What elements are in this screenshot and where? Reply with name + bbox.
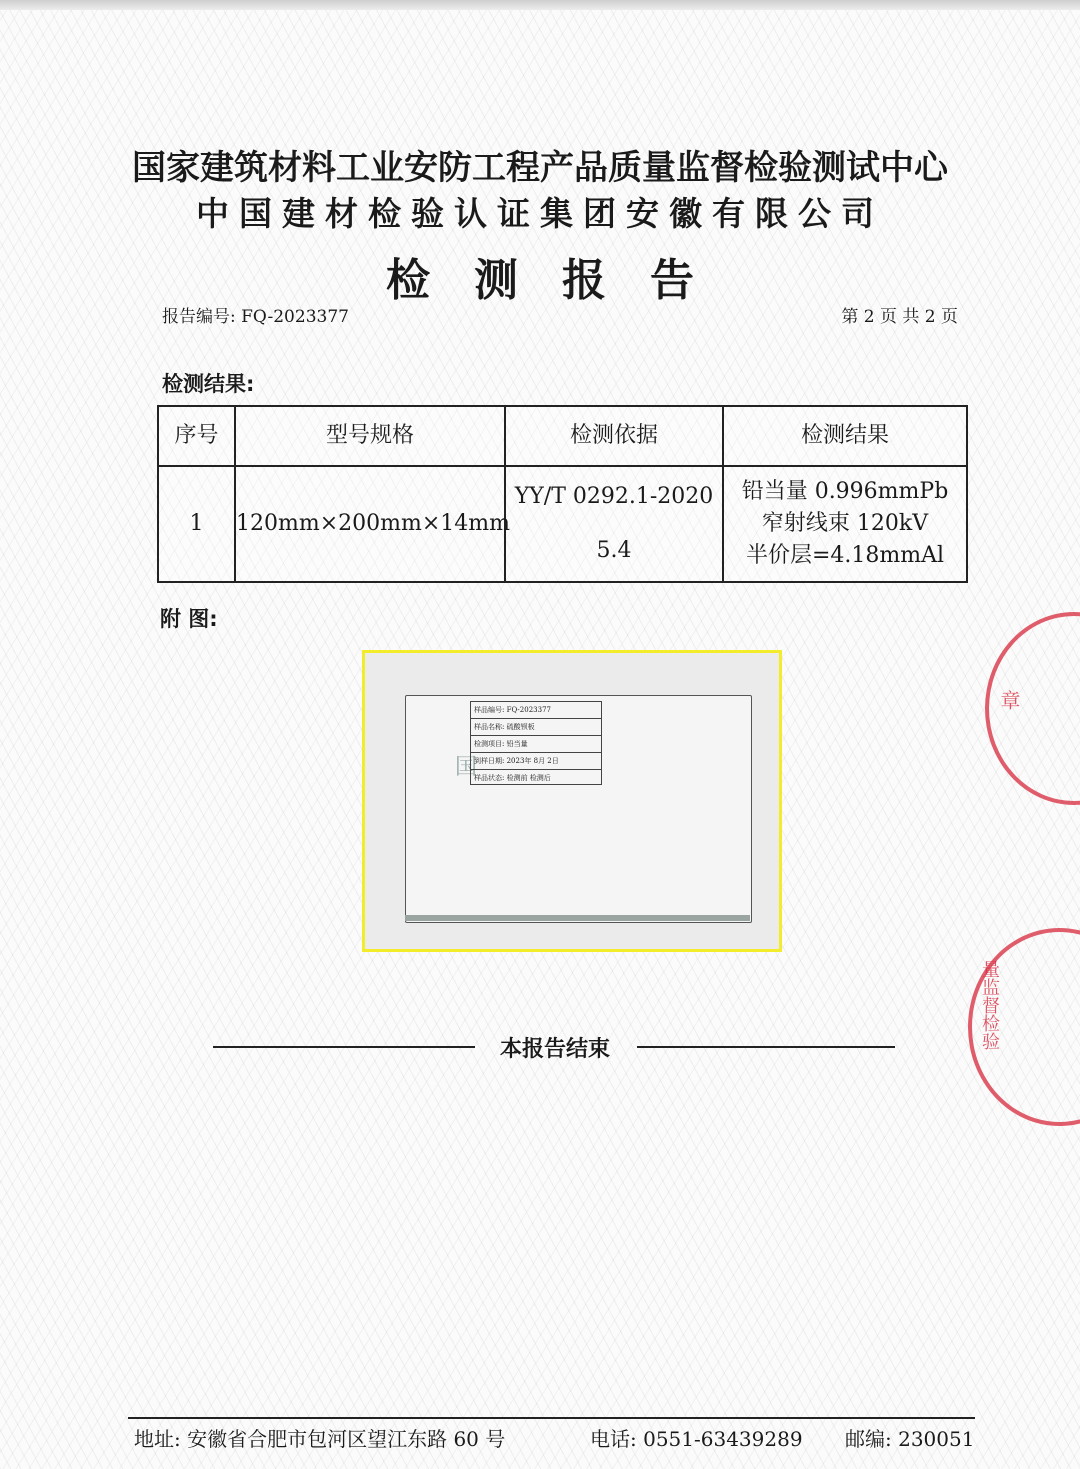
table-header-row: [158, 406, 967, 466]
seal-top-fragment: 章: [997, 690, 1021, 710]
sample-plate-edge: [405, 915, 750, 921]
result-hvl: 半价层=4.18mmAl: [745, 543, 945, 568]
page-info: 第 2 页 共 2 页: [841, 307, 958, 327]
report-number: [162, 302, 349, 327]
report-title: 检测报告: [386, 255, 738, 306]
col-header-no: 序号: [158, 406, 235, 466]
table-row: [158, 466, 967, 582]
basis-standard: YY/T 0292.1-2020: [514, 484, 714, 509]
footer-address: 地址: 安徽省合肥市包河区望江东路 60 号: [134, 1427, 506, 1451]
results-table: [157, 405, 968, 583]
scan-top-band: [0, 0, 1080, 10]
report-number-value: FQ-2023377: [241, 307, 349, 327]
label-row: 到样日期: 2023年 8月 2日: [471, 753, 601, 770]
result-beam: 窄射线束 120kV: [761, 511, 929, 536]
cell-basis: [505, 466, 723, 582]
label-row: 样品状态: 检测前 检测后: [474, 774, 551, 782]
results-heading: 检测结果:: [162, 372, 255, 396]
label-row: 检测项目: 铅当量: [471, 736, 601, 753]
basis-clause: 5.4: [596, 538, 632, 563]
cell-spec: 120mm×200mm×14mm: [235, 466, 505, 582]
sample-photo: [362, 650, 782, 952]
footer-postcode: 邮编: 230051: [845, 1427, 975, 1451]
seal-bottom-fragment: 量监督检验: [979, 960, 1000, 1050]
report-number-label: 报告编号:: [162, 307, 236, 327]
label-row: 样品编号: FQ-2023377: [471, 702, 601, 719]
label-row: 样品名称: 硫酸钡板: [471, 719, 601, 736]
footer-divider: [128, 1417, 975, 1419]
org-name-line1: 国家建筑材料工业安防工程产品质量监督检验测试中心: [132, 148, 948, 188]
report-end-text: 本报告结束: [499, 1037, 610, 1062]
attachment-heading: 附 图:: [160, 607, 218, 631]
col-header-basis: 检测依据: [505, 406, 723, 466]
col-header-result: 检测结果: [723, 406, 967, 466]
result-lead-equivalent: 铅当量 0.996mmPb: [741, 479, 949, 504]
cell-no: 1: [158, 466, 235, 582]
sample-label: [470, 701, 602, 785]
col-header-spec: 型号规格: [235, 406, 505, 466]
org-name-line2: 中国建材检验认证集团安徽有限公司: [196, 194, 884, 233]
lab-logo-mark: 国: [455, 755, 478, 780]
end-divider-right: [637, 1046, 895, 1048]
footer-phone: 电话: 0551-63439289: [590, 1427, 803, 1451]
cell-result: [723, 466, 967, 582]
